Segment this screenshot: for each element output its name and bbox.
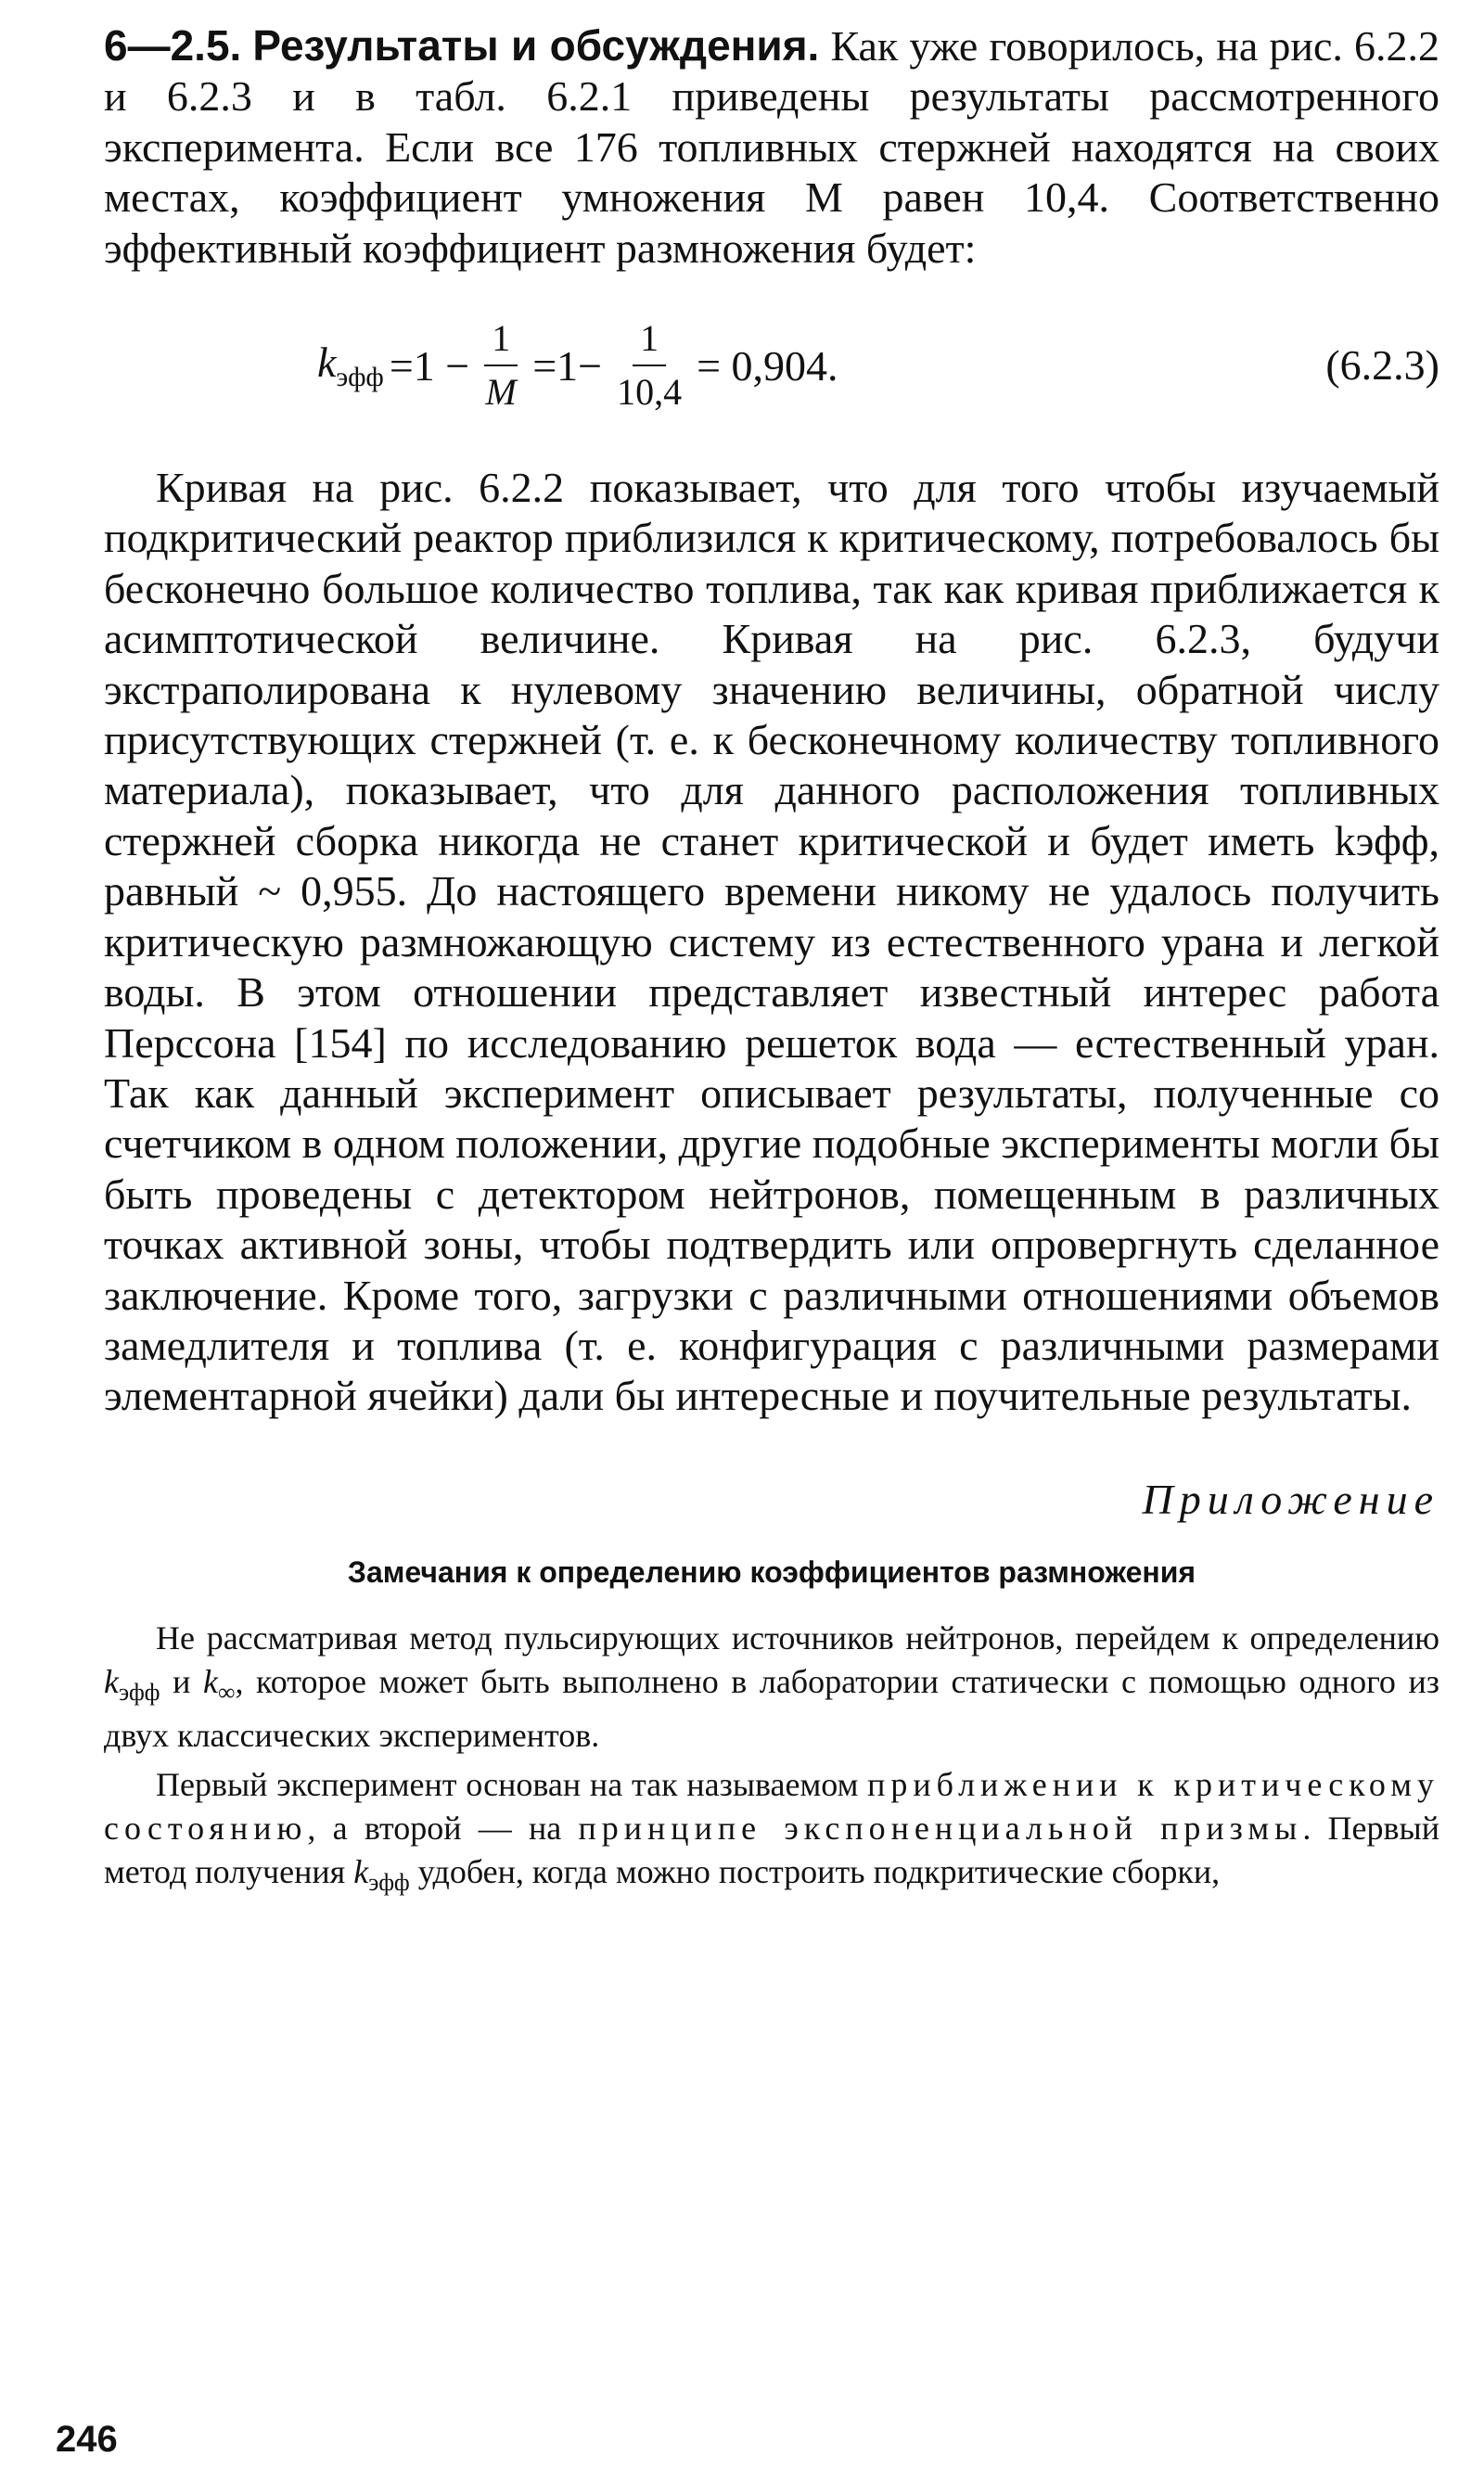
fraction-denominator: 10,4 [617, 371, 683, 414]
k-eff-symbol: $k_{эфф}$ [317, 339, 384, 393]
appendix-paragraph-1: Не рассматривая метод пульсирующих источников нейтронов, перейдем к определению $k_{эфф}$ и $k_\infty$, которое может быть выполнено в лаборатории статически с помощью одного из двух классических экспериментов. [104, 1618, 1439, 1754]
appendix-paragraph-2: Первый эксперимент основан на так называемом приближении к критическому состоянию, а второй — на принципе экспоненциальной призмы. Первый метод получения $k_{эфф}$ удобен, когда можно построить подкритические сборки, [104, 1765, 1439, 1897]
fraction-1-over-10-4 [617, 313, 682, 418]
k-eff-inline: $k_{эфф}$ [353, 1852, 410, 1897]
fraction-numerator: 1 [484, 313, 518, 366]
fraction-1-over-m [484, 313, 518, 418]
section-title: Результаты и обсуждения. [252, 21, 820, 70]
formula-eq1: =1 − [389, 341, 470, 390]
spaced-term-prism: принципе экспоненциальной призмы [578, 1809, 1303, 1847]
section-intro [104, 20, 1439, 274]
page-content [104, 20, 1439, 1904]
section-intro-text: Как уже говорилось, на рис. 6.2.2 и 6.2.3 и в табл. 6.2.1 приведены результаты рассмотренного эксперимента. Если все 176 топливных стержней находятся на своих местах, коэффициент умножения М равен 10,4. Соответственно эффективный коэффициент размножения будет: [104, 22, 1440, 272]
page-number: 246 [56, 2419, 118, 2460]
formula-body [317, 296, 844, 435]
formula-eq2: =1− [532, 341, 603, 390]
k-eff-inline: $k_{эфф}$ [104, 1662, 160, 1706]
formula-result: = 0,904. [697, 341, 838, 390]
fraction-numerator: 1 [633, 313, 666, 366]
k-infinity-inline: $k_\infty$ [202, 1662, 236, 1706]
fraction-denominator: M [485, 371, 517, 414]
body-paragraph: Кривая на рис. 6.2.2 показывает, что для того чтобы изучаемый подкритический реактор приблизился к критическому, потребовалось бы бесконечно большое количество топлива, так как кривая приближается к асимптотической величине. Кривая на рис. 6.2.3, будучи экстраполирована к нулевому значению величины, обратной числу присутствующих стержней (т. е. к бесконечному количеству топливного материала), показывает, что для данного расположения топливных стержней сборка никогда не станет критической и будет иметь kэфф, равный ~ 0,955. До настоящего времени никому не удалось получить критическую размножающую систему из естественного урана и легкой воды. В этом отношении представляет известный интерес работа Перссона [154] по исследованию решеток вода — естественный уран. Так как данный эксперимент описывает результаты, полученные со счетчиком в одном положении, другие подобные эксперименты могли бы быть проведены с детектором нейтронов, помещенным в различных точках активной зоны, чтобы подтвердить или опровергнуть сделанное заключение. Кроме того, загрузки с различными отношениями объемов замедлителя и топлива (т. е. конфигурация с различными размерами элементарной ячейки) дали бы интересные и поучительные результаты. [104, 464, 1439, 1420]
appendix-title: Приложение [1142, 1475, 1439, 1523]
section-number: 6—2.5. [104, 21, 242, 70]
appendix-subtitle: Замечания к определению коэффициентов размножения [347, 1554, 1196, 1589]
equation-number: (6.2.3) [1325, 341, 1439, 390]
equation-6-2-3 [104, 296, 1439, 435]
spaced-term-approach: приближении к критическому состоянию [104, 1765, 1439, 1847]
